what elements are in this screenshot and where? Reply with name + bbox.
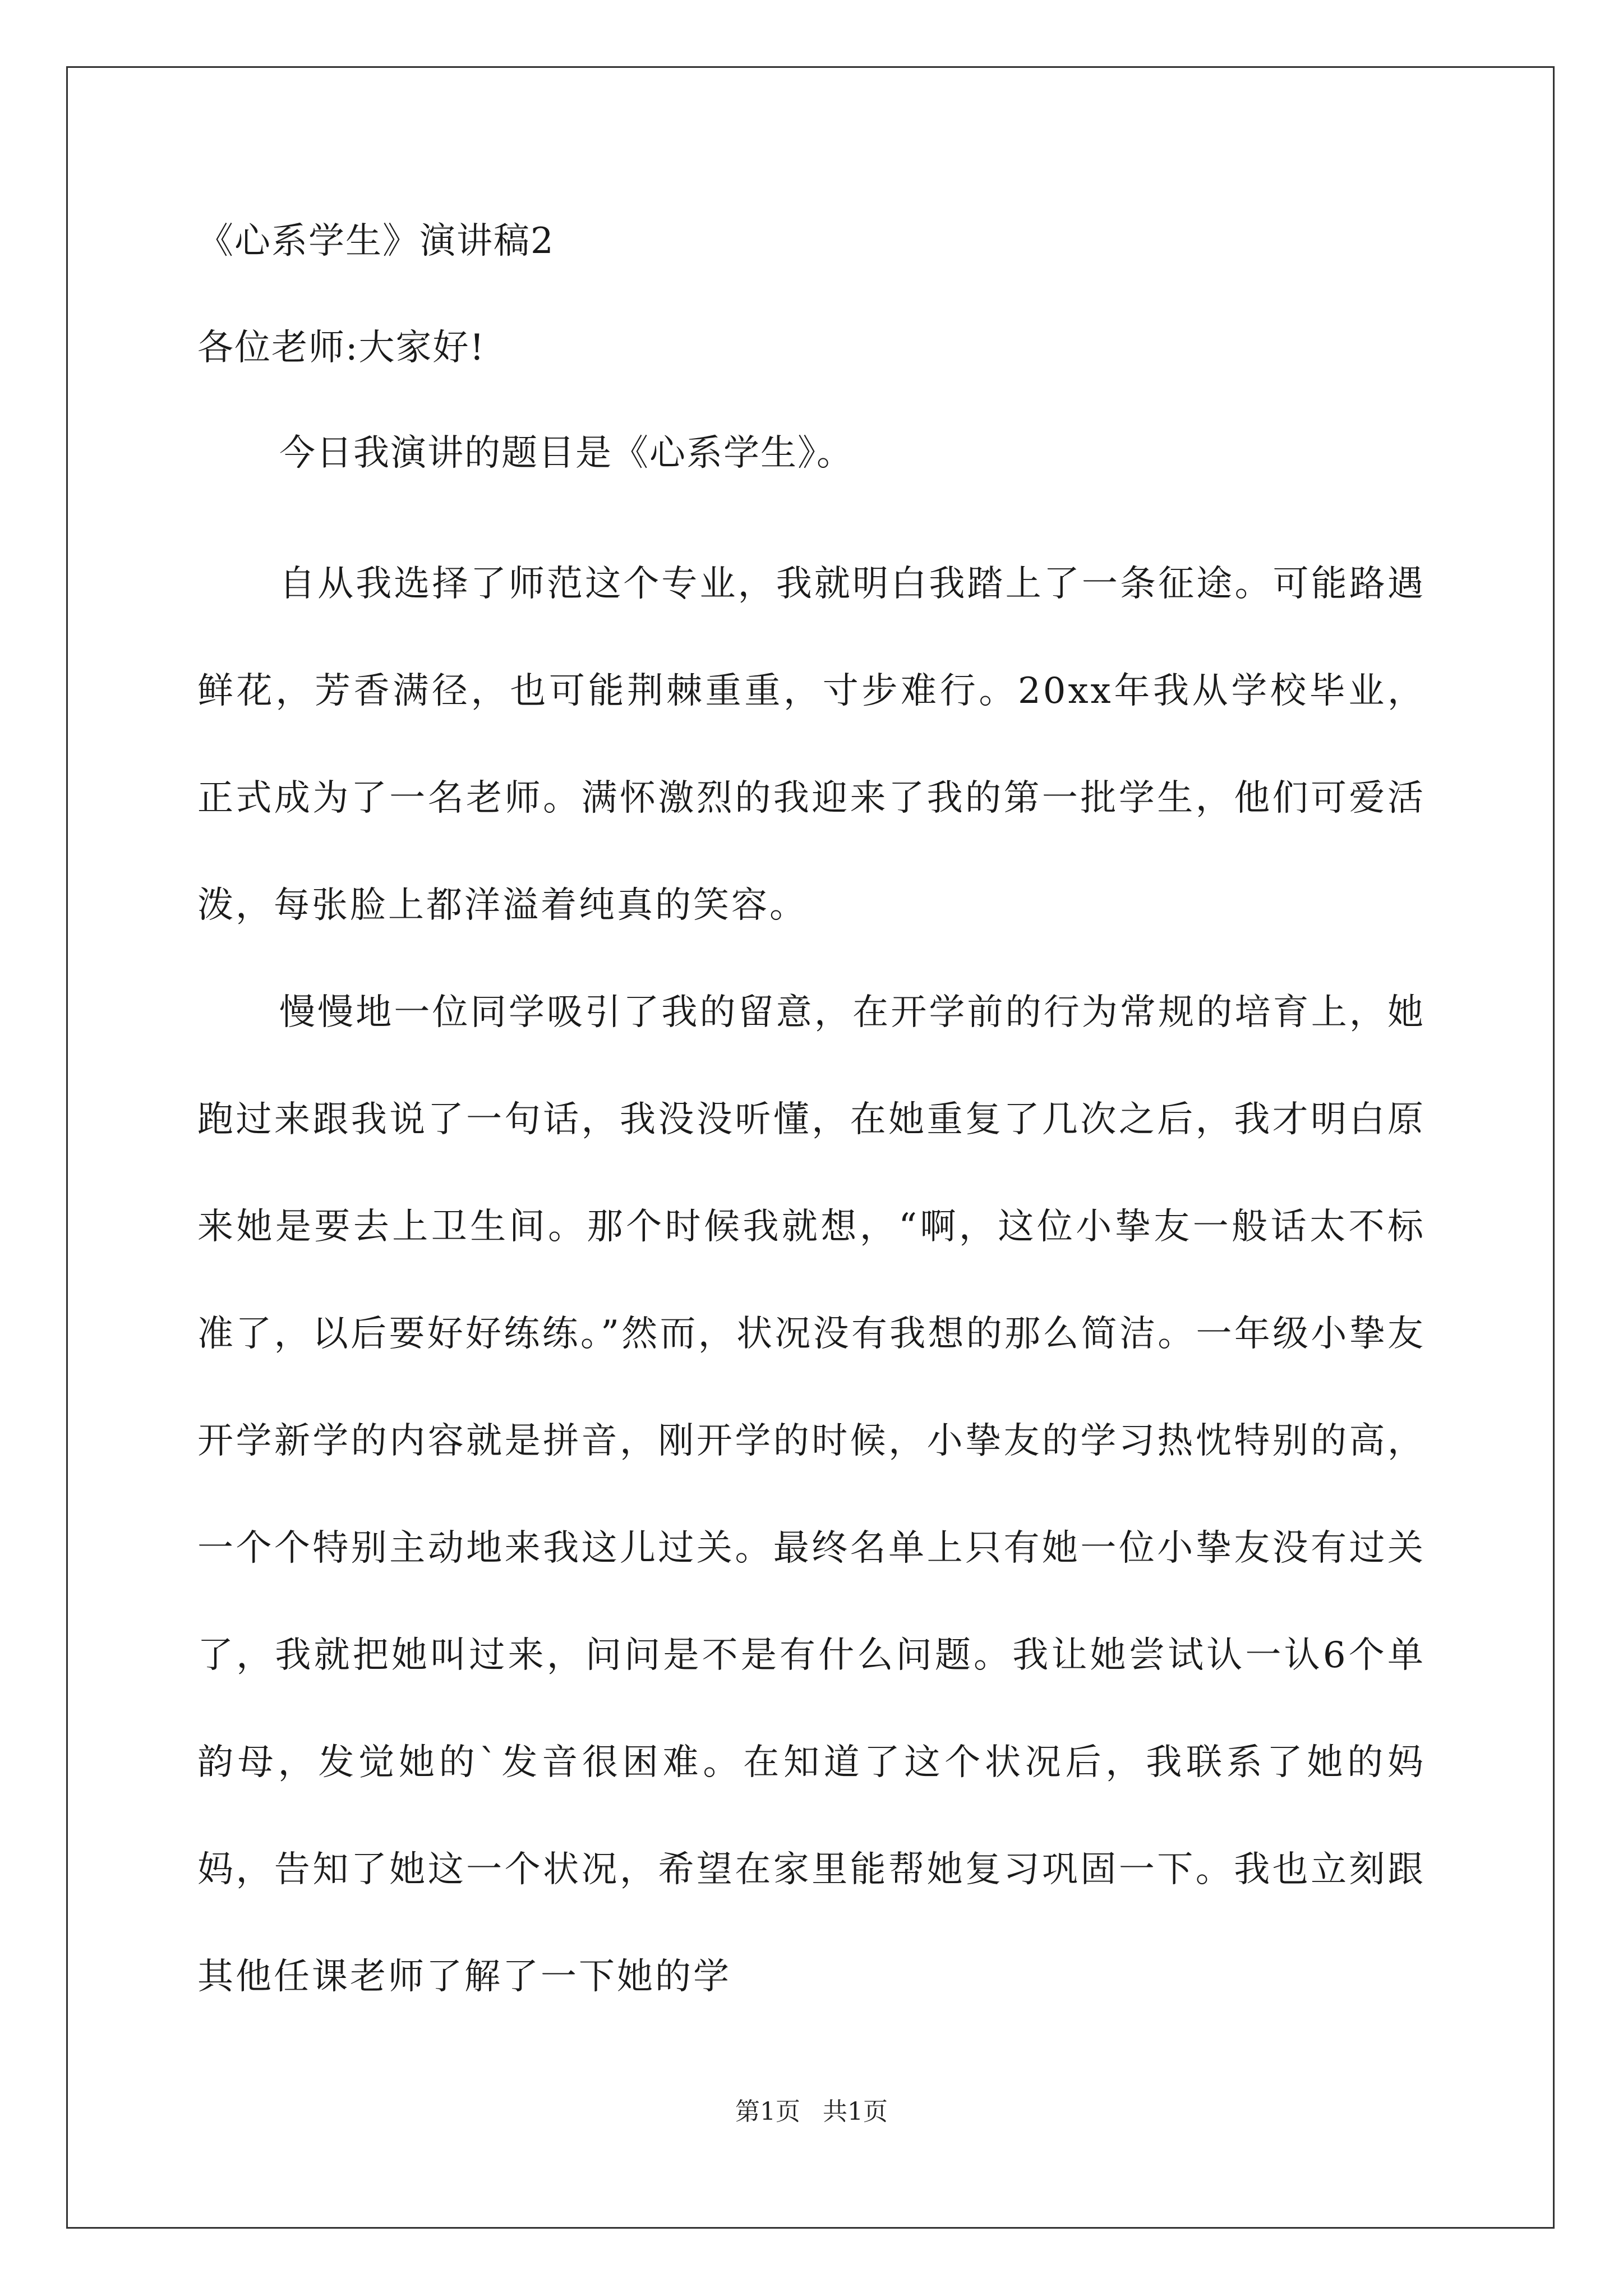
document-body — [197, 213, 1426, 2031]
paragraph: 自从我选择了师范这个专业，我就明白我踏上了一条征途。可能路遇鲜花，芳香满径，也可能荆棘重重，寸步难行。20xx年我从学校毕业，正式成为了一名老师。满怀激烈的我迎来了我的第一批学生，他们可爱活泼，每张脸上都洋溢着纯真的笑容。 — [197, 563, 1426, 926]
page-total: 共1页 — [823, 2097, 888, 2126]
greeting: 各位老师:大家好! — [197, 327, 486, 369]
intro-line: 今日我演讲的题目是《心系学生》。 — [279, 432, 854, 474]
page-number: 第1页 — [735, 2097, 800, 2126]
page-footer — [0, 2095, 1623, 2129]
document-title: 《心系学生》演讲稿2 — [197, 220, 555, 262]
paragraph: 慢慢地一位同学吸引了我的留意，在开学前的行为常规的培育上，她跑过来跟我说了一句话，我没没听懂，在她重复了几次之后，我才明白原来她是要去上卫生间。那个时候我就想，“啊，这位小挚友一般话太不标准了，以后要好好练练。”然而，状况没有我想的那么简洁。一年级小挚友开学新学的内容就是拼音，刚开学的时候，小挚友的学习热忱特别的高，一个个特别主动地来我这儿过关。最终名单上只有她一位小挚友没有过关了，我就把她叫过来，问问是不是有什么问题。我让她尝试认一认6个单韵母，发觉她的`发音很困难。在知道了这个状况后，我联系了她的妈妈，告知了她这一个状况，希望在家里能帮她复习巩固一下。我也立刻跟其他任课老师了解了一下她的学 — [197, 992, 1426, 1998]
